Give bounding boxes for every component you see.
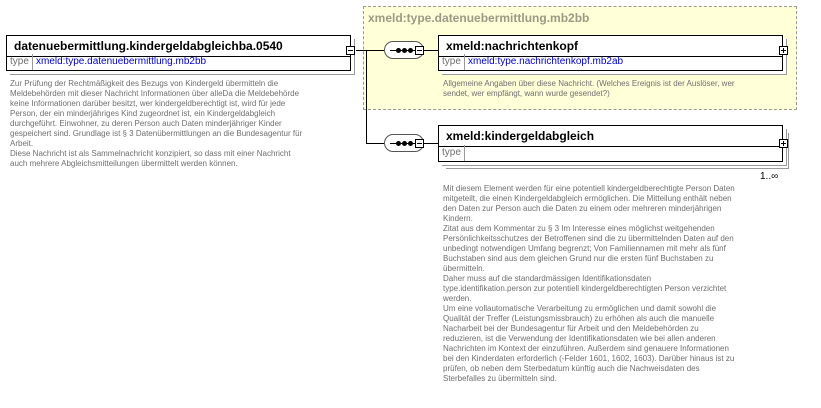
kindergeldabgleich-type-row xyxy=(439,145,782,161)
nachrichtenkopf-type-link[interactable]: xmeld:type.nachrichtenkopf.mb2ab xyxy=(468,56,624,67)
desc-line: durchgeführt. Einwohner, zu deren Person auch Daten minderjähriger Kinder xyxy=(10,119,282,128)
desc-line: mitgeteilt, die einen Kindergeldabgleich ermöglichen. Die Mitteilung enthält neben xyxy=(443,194,732,203)
connector-seq2-elem xyxy=(424,143,438,144)
expand-icon[interactable] xyxy=(779,139,788,148)
desc-line: Mit diesem Element werden für eine potentiell kindergeldberechtigte Person Daten xyxy=(443,184,735,193)
nachrichtenkopf-type-row xyxy=(439,54,782,70)
nachrichtenkopf-element[interactable] xyxy=(438,35,783,71)
root-type-label: type xyxy=(7,54,33,70)
connector-to-seq2 xyxy=(366,143,384,144)
root-element[interactable] xyxy=(6,35,351,71)
desc-line: Zur Prüfung der Rechtmäßigkeit des Bezugs von Kindergeld übermitteln die xyxy=(10,79,279,88)
desc-line: sendet, wer empfängt, wann wurde gesendet?) xyxy=(443,89,610,98)
desc-line: Persönlichkeitsschutzes der Betroffenen sind die zu übermittelnden Daten auf den xyxy=(443,234,734,243)
group-label: xmeld:type.datenuebermittlung.mb2bb xyxy=(368,11,590,25)
kindergeldabgleich-type-label: type xyxy=(439,145,465,161)
multiplicity-label: 1..∞ xyxy=(760,171,779,182)
desc-line: Meldebehörden mit dieser Nachricht Informationen über alleDa die Meldebehörde xyxy=(10,89,300,98)
desc-line: übermitteln. xyxy=(443,264,485,273)
nachrichtenkopf-type-label: type xyxy=(439,54,465,70)
desc-line: Zitat aus dem Kommentar zu § 3 Im Interesse eines möglichst weitgehenden xyxy=(443,224,715,233)
desc-line: Nachrichten im Kontext der einzuführen. Außerdem sind genauere Informationen xyxy=(443,344,729,353)
root-description xyxy=(10,79,355,169)
desc-line: reduzieren, ist die Verwendung der Identifikationsdaten wie bei allen anderen xyxy=(443,334,716,343)
root-type-row xyxy=(7,54,350,70)
connector-seq1-elem xyxy=(424,50,438,51)
desc-line: Diese Nachricht ist als Sammelnachricht konzipiert, so dass mit einer Nachricht xyxy=(10,149,291,158)
kindergeldabgleich-element[interactable] xyxy=(438,125,783,162)
kindergeldabgleich-name: xmeld:kindergeldabgleich xyxy=(439,126,782,147)
desc-line: type.identifikation.person zur potentiell kindergeldberechtigten Person verzichtet xyxy=(443,284,727,293)
desc-line: prüfen, ob neben dem Sterbedatum künftig auch die Nachweisdaten des xyxy=(443,364,700,373)
desc-line: Arbeit. xyxy=(10,139,34,148)
connector-vertical xyxy=(366,50,367,143)
root-type-link[interactable]: xmeld:type.datenuebermittlung.mb2bb xyxy=(36,56,207,67)
root-element-name: datenuebermittlung.kindergeldabgleichba.0540 xyxy=(7,36,350,57)
desc-line: Allgemeine Angaben über diese Nachricht. (Welches Ereignis ist der Auslöser, wer xyxy=(443,79,735,88)
desc-line: unbedingt notwendigen Umfang begrenzt; Von Familiennamen mit mehr als fünf xyxy=(443,244,726,253)
desc-line: Sterbefalles zu übermitteln sind. xyxy=(443,374,557,383)
desc-line: Buchstaben sind aus dem gleichen Grund nur die ersten fünf Buchstaben zu xyxy=(443,254,714,263)
sequence-collapse-icon[interactable] xyxy=(415,139,424,148)
connector-to-seq1 xyxy=(366,50,384,51)
connector-root-h xyxy=(356,50,366,51)
expand-icon[interactable] xyxy=(779,46,788,55)
desc-line: Kindern. xyxy=(443,214,473,223)
desc-line: werden. xyxy=(443,294,472,303)
desc-line: bei den Kinderdaten erforderlich (-Felder 1601, 1602, 1603). Darüber hinaus ist zu xyxy=(443,354,735,363)
collapse-icon[interactable] xyxy=(346,46,355,55)
sequence-collapse-icon[interactable] xyxy=(415,46,424,55)
nachrichtenkopf-name: xmeld:nachrichtenkopf xyxy=(439,36,782,57)
desc-line: gespeichert sind. Grundlage ist § 3 Datenübermittlungen an die Bundesagentur für xyxy=(10,129,303,138)
desc-line: Daher muss auf die standardmässigen Identifikationsdaten xyxy=(443,274,652,283)
desc-line: Um eine vollautomatische Verarbeitung zu ermöglichen und damit sowohl die xyxy=(443,304,717,313)
desc-line: keine Informationen darüber besitzt, wer kindergeldberechtigt ist, wird für jede xyxy=(10,99,286,108)
desc-line: Person, der ein minderjähriges Kind zugeordnet ist, ein Kindergeldabgleich xyxy=(10,109,276,118)
desc-line: auch mehrere Abgleichsmitteilungen übermittelt werden können. xyxy=(10,159,238,168)
desc-line: Qualität der Treffer (Leistungsmissbrauch) zu erhöhen als auch die manuelle xyxy=(443,314,715,323)
kindergeldabgleich-description xyxy=(443,184,793,384)
desc-line: Nacharbeit bei der Bundesagentur für Arbeit und den Meldebehörden zu xyxy=(443,324,699,333)
desc-line: den Daten zur Person auch die Daten zu einem oder mehreren minderjährigen xyxy=(443,204,722,213)
nachrichtenkopf-description xyxy=(443,79,793,99)
